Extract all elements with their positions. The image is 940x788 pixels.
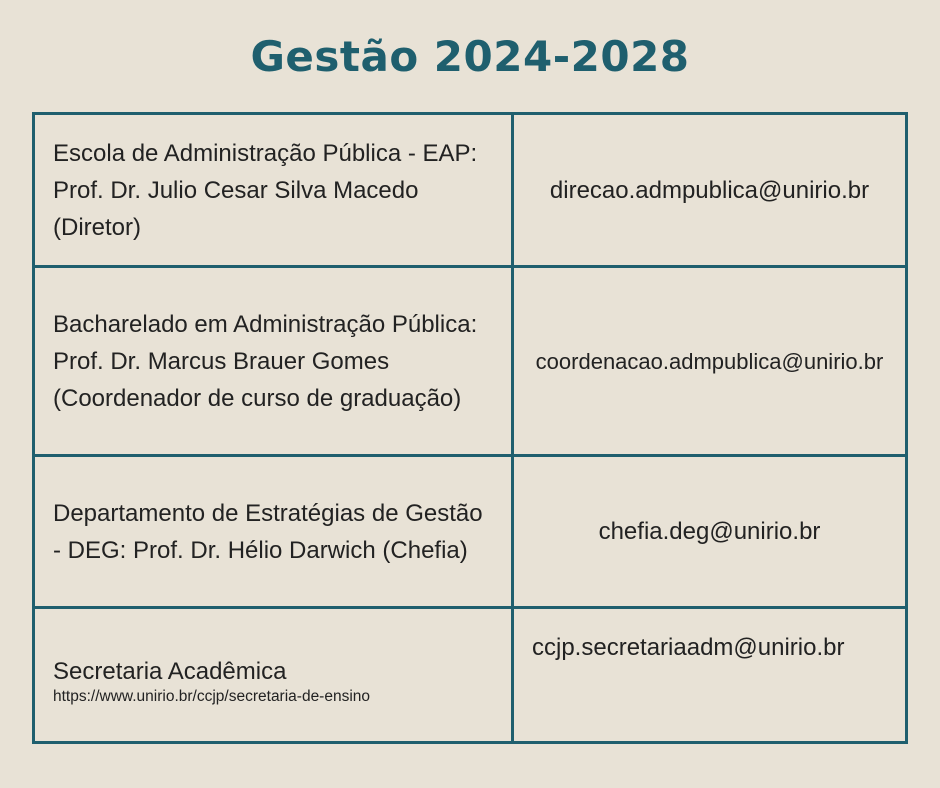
contacts-table — [32, 112, 908, 744]
page-title: Gestão 2024-2028 — [250, 32, 690, 81]
table-row — [34, 267, 907, 456]
email-cell: direcao.admpublica@unirio.br — [513, 114, 907, 267]
unit-cell: Escola de Administração Pública - EAP: Prof. Dr. Julio Cesar Silva Macedo (Diretor) — [34, 114, 513, 267]
email-cell: coordenacao.admpublica@unirio.br — [513, 267, 907, 456]
unit-cell: Bacharelado em Administração Pública: Prof. Dr. Marcus Brauer Gomes (Coordenador de curso de graduação) — [34, 267, 513, 456]
unit-cell: Departamento de Estratégias de Gestão - DEG: Prof. Dr. Hélio Darwich (Chefia) — [34, 456, 513, 608]
email-cell: ccjp.secretariaadm@unirio.br — [513, 608, 907, 743]
unit-cell — [34, 608, 513, 743]
email-cell: chefia.deg@unirio.br — [513, 456, 907, 608]
table-row — [34, 114, 907, 267]
unit-label: Secretaria Acadêmica — [53, 658, 287, 685]
unit-url: https://www.unirio.br/ccjp/secretaria-de-ensino — [53, 688, 371, 705]
table-row — [34, 608, 907, 743]
table-row — [34, 456, 907, 608]
